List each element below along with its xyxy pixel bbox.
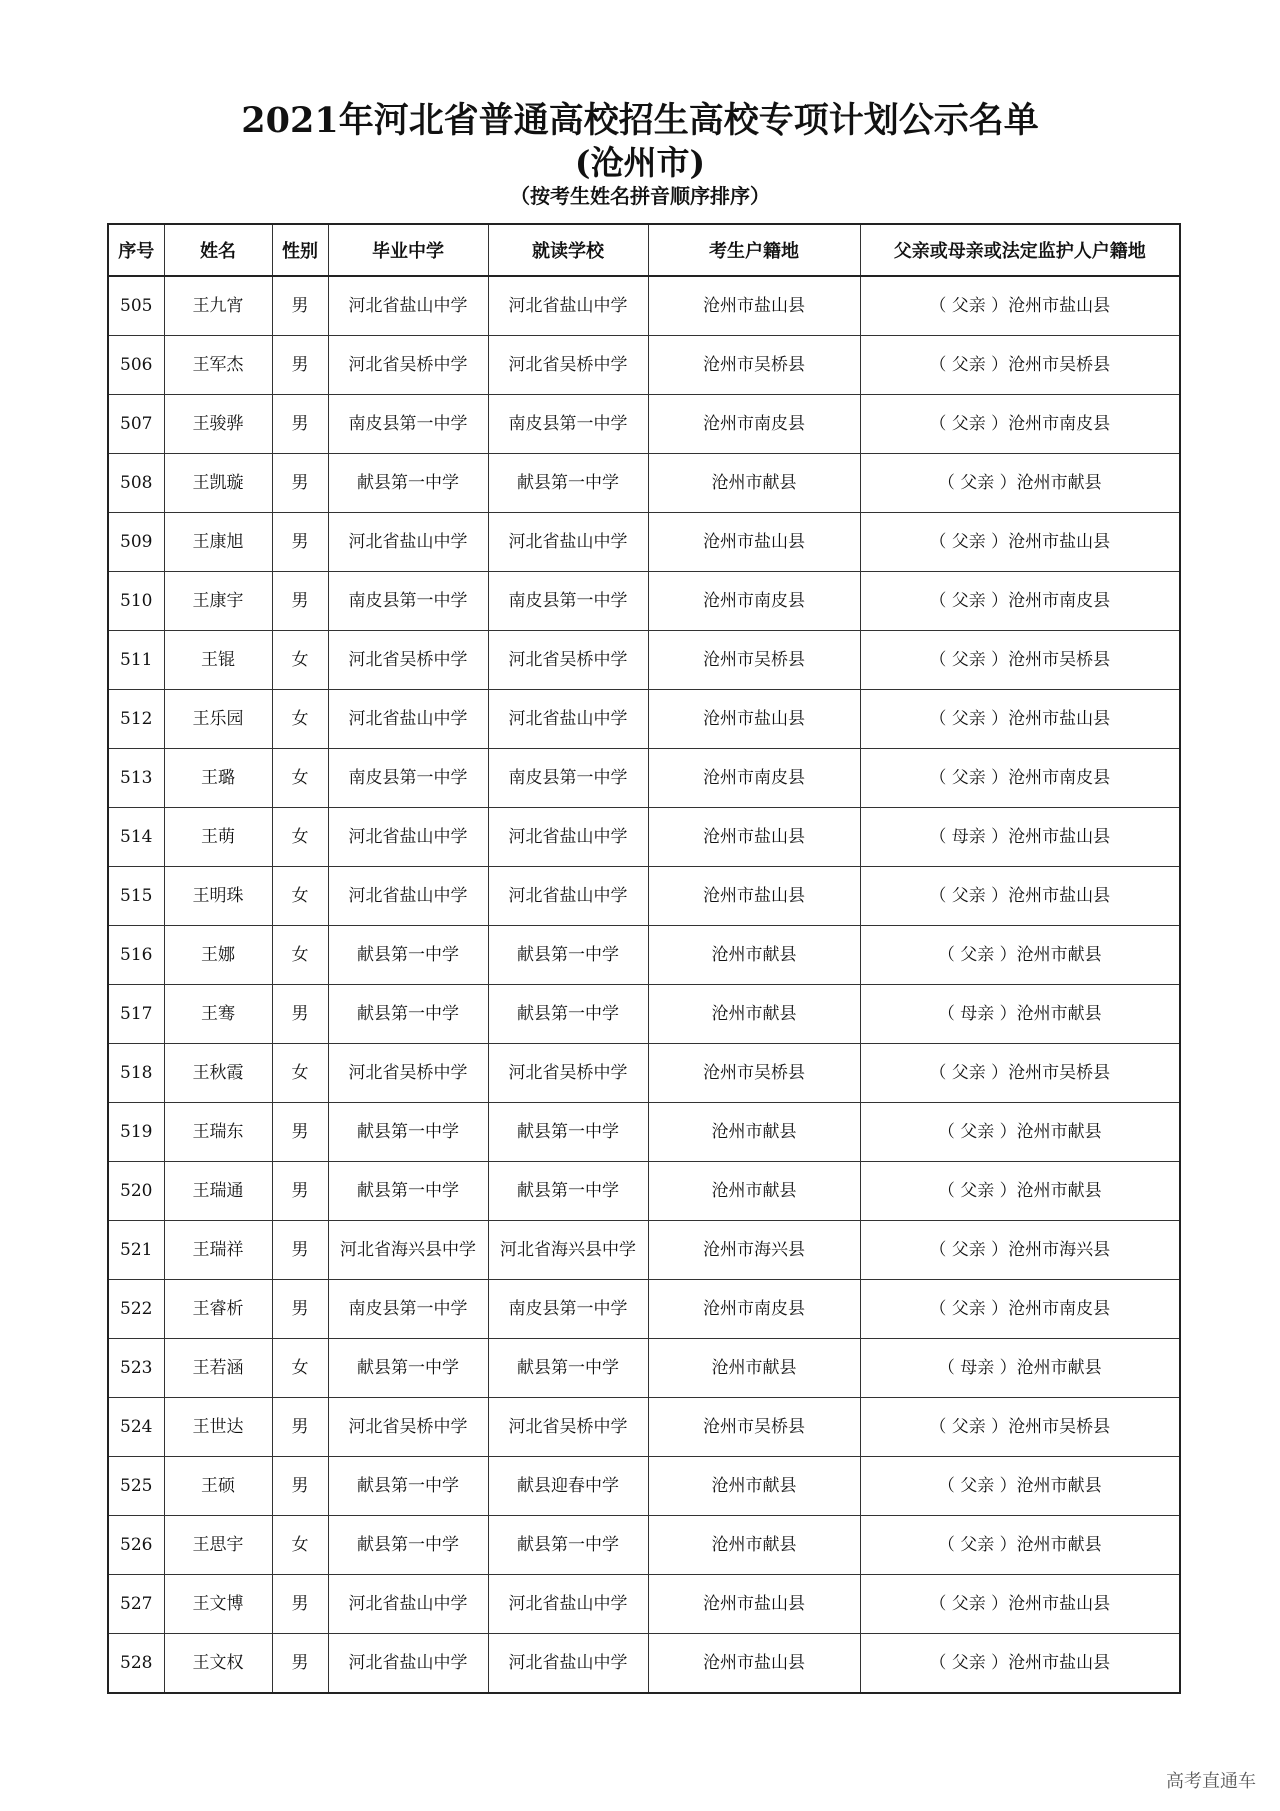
- cell-name: 王明珠: [164, 867, 272, 926]
- cell-current-school: 献县第一中学: [488, 926, 648, 985]
- cell-gender: 男: [272, 1634, 328, 1694]
- cell-guardian-residence: （ 父亲 ）沧州市献县: [860, 1516, 1180, 1575]
- cell-guardian-residence: （ 父亲 ）沧州市盐山县: [860, 1634, 1180, 1694]
- cell-name: 王硕: [164, 1457, 272, 1516]
- header-gender: 性别: [272, 224, 328, 276]
- cell-current-school: 河北省吴桥中学: [488, 336, 648, 395]
- cell-current-school: 河北省海兴县中学: [488, 1221, 648, 1280]
- cell-current-school: 南皮县第一中学: [488, 749, 648, 808]
- cell-graduated-school: 献县第一中学: [328, 1457, 488, 1516]
- table-row: [108, 513, 1180, 572]
- cell-index: 518: [108, 1044, 164, 1103]
- cell-gender: 男: [272, 395, 328, 454]
- cell-index: 524: [108, 1398, 164, 1457]
- table-row: [108, 1575, 1180, 1634]
- cell-name: 王瑞东: [164, 1103, 272, 1162]
- cell-graduated-school: 河北省海兴县中学: [328, 1221, 488, 1280]
- cell-index: 520: [108, 1162, 164, 1221]
- cell-student-residence: 沧州市盐山县: [648, 1575, 860, 1634]
- cell-index: 528: [108, 1634, 164, 1694]
- cell-index: 522: [108, 1280, 164, 1339]
- cell-name: 王睿析: [164, 1280, 272, 1339]
- cell-name: 王瑞通: [164, 1162, 272, 1221]
- cell-guardian-residence: （ 母亲 ）沧州市献县: [860, 1339, 1180, 1398]
- cell-index: 514: [108, 808, 164, 867]
- cell-gender: 女: [272, 690, 328, 749]
- cell-guardian-residence: （ 父亲 ）沧州市南皮县: [860, 572, 1180, 631]
- cell-graduated-school: 南皮县第一中学: [328, 572, 488, 631]
- table-row: [108, 985, 1180, 1044]
- cell-graduated-school: 河北省盐山中学: [328, 276, 488, 336]
- cell-current-school: 河北省盐山中学: [488, 867, 648, 926]
- cell-gender: 男: [272, 1162, 328, 1221]
- cell-index: 515: [108, 867, 164, 926]
- cell-current-school: 河北省盐山中学: [488, 513, 648, 572]
- cell-guardian-residence: （ 父亲 ）沧州市献县: [860, 1457, 1180, 1516]
- cell-index: 507: [108, 395, 164, 454]
- cell-graduated-school: 南皮县第一中学: [328, 395, 488, 454]
- table-body: [108, 276, 1180, 1693]
- cell-name: 王瑞祥: [164, 1221, 272, 1280]
- table-row: [108, 454, 1180, 513]
- cell-student-residence: 沧州市献县: [648, 1339, 860, 1398]
- cell-guardian-residence: （ 父亲 ）沧州市盐山县: [860, 276, 1180, 336]
- cell-current-school: 献县迎春中学: [488, 1457, 648, 1516]
- cell-student-residence: 沧州市献县: [648, 454, 860, 513]
- cell-index: 509: [108, 513, 164, 572]
- cell-current-school: 河北省盐山中学: [488, 1575, 648, 1634]
- cell-gender: 女: [272, 808, 328, 867]
- cell-current-school: 河北省盐山中学: [488, 276, 648, 336]
- cell-current-school: 河北省盐山中学: [488, 1634, 648, 1694]
- table-row: [108, 1634, 1180, 1694]
- table-row: [108, 336, 1180, 395]
- cell-student-residence: 沧州市献县: [648, 1162, 860, 1221]
- cell-graduated-school: 河北省吴桥中学: [328, 1398, 488, 1457]
- cell-student-residence: 沧州市吴桥县: [648, 1044, 860, 1103]
- cell-guardian-residence: （ 母亲 ）沧州市盐山县: [860, 808, 1180, 867]
- cell-graduated-school: 献县第一中学: [328, 1162, 488, 1221]
- cell-graduated-school: 河北省盐山中学: [328, 808, 488, 867]
- table-row: [108, 631, 1180, 690]
- cell-graduated-school: 河北省盐山中学: [328, 513, 488, 572]
- cell-index: 508: [108, 454, 164, 513]
- cell-gender: 女: [272, 867, 328, 926]
- cell-current-school: 河北省吴桥中学: [488, 1398, 648, 1457]
- cell-name: 王军杰: [164, 336, 272, 395]
- cell-graduated-school: 河北省吴桥中学: [328, 631, 488, 690]
- document-title: 2021年河北省普通高校招生高校专项计划公示名单: [241, 100, 1039, 141]
- table-row: [108, 1103, 1180, 1162]
- cell-guardian-residence: （ 父亲 ）沧州市献县: [860, 1162, 1180, 1221]
- table-row: [108, 749, 1180, 808]
- cell-guardian-residence: （ 父亲 ）沧州市献县: [860, 454, 1180, 513]
- table-row: [108, 1457, 1180, 1516]
- table-row: [108, 1221, 1180, 1280]
- cell-graduated-school: 南皮县第一中学: [328, 1280, 488, 1339]
- table-row: [108, 690, 1180, 749]
- cell-name: 王康宇: [164, 572, 272, 631]
- cell-guardian-residence: （ 父亲 ）沧州市盐山县: [860, 1575, 1180, 1634]
- cell-guardian-residence: （ 父亲 ）沧州市海兴县: [860, 1221, 1180, 1280]
- document-subtitle: (沧州市): [574, 143, 706, 182]
- cell-student-residence: 沧州市盐山县: [648, 808, 860, 867]
- cell-guardian-residence: （ 父亲 ）沧州市南皮县: [860, 1280, 1180, 1339]
- cell-current-school: 河北省吴桥中学: [488, 631, 648, 690]
- cell-graduated-school: 河北省盐山中学: [328, 1575, 488, 1634]
- table-row: [108, 926, 1180, 985]
- header-name: 姓名: [164, 224, 272, 276]
- cell-guardian-residence: （ 父亲 ）沧州市吴桥县: [860, 336, 1180, 395]
- header-index: 序号: [108, 224, 164, 276]
- cell-index: 527: [108, 1575, 164, 1634]
- cell-index: 519: [108, 1103, 164, 1162]
- cell-student-residence: 沧州市献县: [648, 1516, 860, 1575]
- table-row: [108, 276, 1180, 336]
- cell-gender: 男: [272, 336, 328, 395]
- cell-gender: 男: [272, 1457, 328, 1516]
- cell-gender: 女: [272, 631, 328, 690]
- cell-gender: 女: [272, 1044, 328, 1103]
- cell-graduated-school: 河北省吴桥中学: [328, 1044, 488, 1103]
- cell-graduated-school: 献县第一中学: [328, 454, 488, 513]
- cell-name: 王凯璇: [164, 454, 272, 513]
- cell-index: 526: [108, 1516, 164, 1575]
- roster-table: [107, 223, 1181, 1694]
- cell-guardian-residence: （ 父亲 ）沧州市吴桥县: [860, 1398, 1180, 1457]
- cell-student-residence: 沧州市南皮县: [648, 395, 860, 454]
- table-header-row: [108, 224, 1180, 276]
- cell-name: 王文博: [164, 1575, 272, 1634]
- cell-student-residence: 沧州市南皮县: [648, 749, 860, 808]
- cell-gender: 男: [272, 276, 328, 336]
- cell-index: 521: [108, 1221, 164, 1280]
- cell-gender: 男: [272, 1575, 328, 1634]
- table-row: [108, 572, 1180, 631]
- cell-graduated-school: 献县第一中学: [328, 985, 488, 1044]
- cell-guardian-residence: （ 母亲 ）沧州市献县: [860, 985, 1180, 1044]
- cell-current-school: 献县第一中学: [488, 1162, 648, 1221]
- cell-guardian-residence: （ 父亲 ）沧州市南皮县: [860, 395, 1180, 454]
- cell-graduated-school: 献县第一中学: [328, 1103, 488, 1162]
- table-row: [108, 867, 1180, 926]
- cell-index: 513: [108, 749, 164, 808]
- cell-student-residence: 沧州市献县: [648, 926, 860, 985]
- cell-guardian-residence: （ 父亲 ）沧州市盐山县: [860, 690, 1180, 749]
- cell-name: 王娜: [164, 926, 272, 985]
- table-row: [108, 1280, 1180, 1339]
- cell-name: 王康旭: [164, 513, 272, 572]
- cell-gender: 女: [272, 1516, 328, 1575]
- cell-student-residence: 沧州市海兴县: [648, 1221, 860, 1280]
- cell-current-school: 献县第一中学: [488, 1103, 648, 1162]
- cell-student-residence: 沧州市盐山县: [648, 690, 860, 749]
- header-guardian-residence: 父亲或母亲或法定监护人户籍地: [860, 224, 1180, 276]
- cell-name: 王骞: [164, 985, 272, 1044]
- cell-graduated-school: 献县第一中学: [328, 1339, 488, 1398]
- cell-gender: 男: [272, 1280, 328, 1339]
- cell-index: 523: [108, 1339, 164, 1398]
- cell-guardian-residence: （ 父亲 ）沧州市盐山县: [860, 867, 1180, 926]
- cell-index: 517: [108, 985, 164, 1044]
- cell-gender: 男: [272, 1398, 328, 1457]
- cell-current-school: 献县第一中学: [488, 1516, 648, 1575]
- cell-gender: 男: [272, 513, 328, 572]
- cell-gender: 男: [272, 1221, 328, 1280]
- table-row: [108, 1044, 1180, 1103]
- sort-note: （按考生姓名拼音顺序排序）: [510, 184, 770, 208]
- cell-current-school: 河北省盐山中学: [488, 690, 648, 749]
- header-current-school: 就读学校: [488, 224, 648, 276]
- cell-current-school: 献县第一中学: [488, 985, 648, 1044]
- cell-current-school: 南皮县第一中学: [488, 395, 648, 454]
- header-graduated-school: 毕业中学: [328, 224, 488, 276]
- cell-index: 505: [108, 276, 164, 336]
- cell-graduated-school: 河北省盐山中学: [328, 1634, 488, 1694]
- cell-gender: 男: [272, 454, 328, 513]
- cell-student-residence: 沧州市盐山县: [648, 867, 860, 926]
- cell-name: 王骏骅: [164, 395, 272, 454]
- cell-graduated-school: 献县第一中学: [328, 1516, 488, 1575]
- watermark-text: 高考直通车: [1166, 1771, 1256, 1792]
- cell-student-residence: 沧州市南皮县: [648, 572, 860, 631]
- cell-student-residence: 沧州市吴桥县: [648, 336, 860, 395]
- cell-graduated-school: 河北省盐山中学: [328, 867, 488, 926]
- cell-name: 王萌: [164, 808, 272, 867]
- cell-gender: 女: [272, 1339, 328, 1398]
- table-row: [108, 1398, 1180, 1457]
- cell-guardian-residence: （ 父亲 ）沧州市吴桥县: [860, 1044, 1180, 1103]
- header-student-residence: 考生户籍地: [648, 224, 860, 276]
- cell-index: 512: [108, 690, 164, 749]
- cell-index: 506: [108, 336, 164, 395]
- cell-student-residence: 沧州市吴桥县: [648, 1398, 860, 1457]
- cell-graduated-school: 南皮县第一中学: [328, 749, 488, 808]
- cell-name: 王思宇: [164, 1516, 272, 1575]
- cell-student-residence: 沧州市献县: [648, 985, 860, 1044]
- cell-student-residence: 沧州市吴桥县: [648, 631, 860, 690]
- cell-index: 525: [108, 1457, 164, 1516]
- cell-current-school: 献县第一中学: [488, 1339, 648, 1398]
- table-row: [108, 1162, 1180, 1221]
- cell-gender: 女: [272, 749, 328, 808]
- table-row: [108, 1339, 1180, 1398]
- cell-index: 511: [108, 631, 164, 690]
- cell-student-residence: 沧州市献县: [648, 1103, 860, 1162]
- cell-guardian-residence: （ 父亲 ）沧州市献县: [860, 926, 1180, 985]
- cell-name: 王乐园: [164, 690, 272, 749]
- table-row: [108, 1516, 1180, 1575]
- table-row: [108, 808, 1180, 867]
- cell-guardian-residence: （ 父亲 ）沧州市吴桥县: [860, 631, 1180, 690]
- cell-guardian-residence: （ 父亲 ）沧州市南皮县: [860, 749, 1180, 808]
- cell-name: 王锟: [164, 631, 272, 690]
- cell-name: 王璐: [164, 749, 272, 808]
- cell-guardian-residence: （ 父亲 ）沧州市献县: [860, 1103, 1180, 1162]
- cell-graduated-school: 河北省吴桥中学: [328, 336, 488, 395]
- cell-student-residence: 沧州市献县: [648, 1457, 860, 1516]
- cell-student-residence: 沧州市南皮县: [648, 1280, 860, 1339]
- cell-gender: 男: [272, 572, 328, 631]
- cell-index: 516: [108, 926, 164, 985]
- table-row: [108, 395, 1180, 454]
- cell-current-school: 南皮县第一中学: [488, 572, 648, 631]
- cell-index: 510: [108, 572, 164, 631]
- cell-graduated-school: 献县第一中学: [328, 926, 488, 985]
- cell-current-school: 献县第一中学: [488, 454, 648, 513]
- cell-name: 王世达: [164, 1398, 272, 1457]
- cell-guardian-residence: （ 父亲 ）沧州市盐山县: [860, 513, 1180, 572]
- cell-name: 王若涵: [164, 1339, 272, 1398]
- cell-name: 王文权: [164, 1634, 272, 1694]
- cell-graduated-school: 河北省盐山中学: [328, 690, 488, 749]
- cell-name: 王秋霞: [164, 1044, 272, 1103]
- cell-student-residence: 沧州市盐山县: [648, 276, 860, 336]
- cell-current-school: 河北省盐山中学: [488, 808, 648, 867]
- cell-student-residence: 沧州市盐山县: [648, 1634, 860, 1694]
- cell-gender: 女: [272, 926, 328, 985]
- cell-student-residence: 沧州市盐山县: [648, 513, 860, 572]
- cell-gender: 男: [272, 1103, 328, 1162]
- cell-gender: 男: [272, 985, 328, 1044]
- cell-name: 王九宵: [164, 276, 272, 336]
- cell-current-school: 南皮县第一中学: [488, 1280, 648, 1339]
- cell-current-school: 河北省吴桥中学: [488, 1044, 648, 1103]
